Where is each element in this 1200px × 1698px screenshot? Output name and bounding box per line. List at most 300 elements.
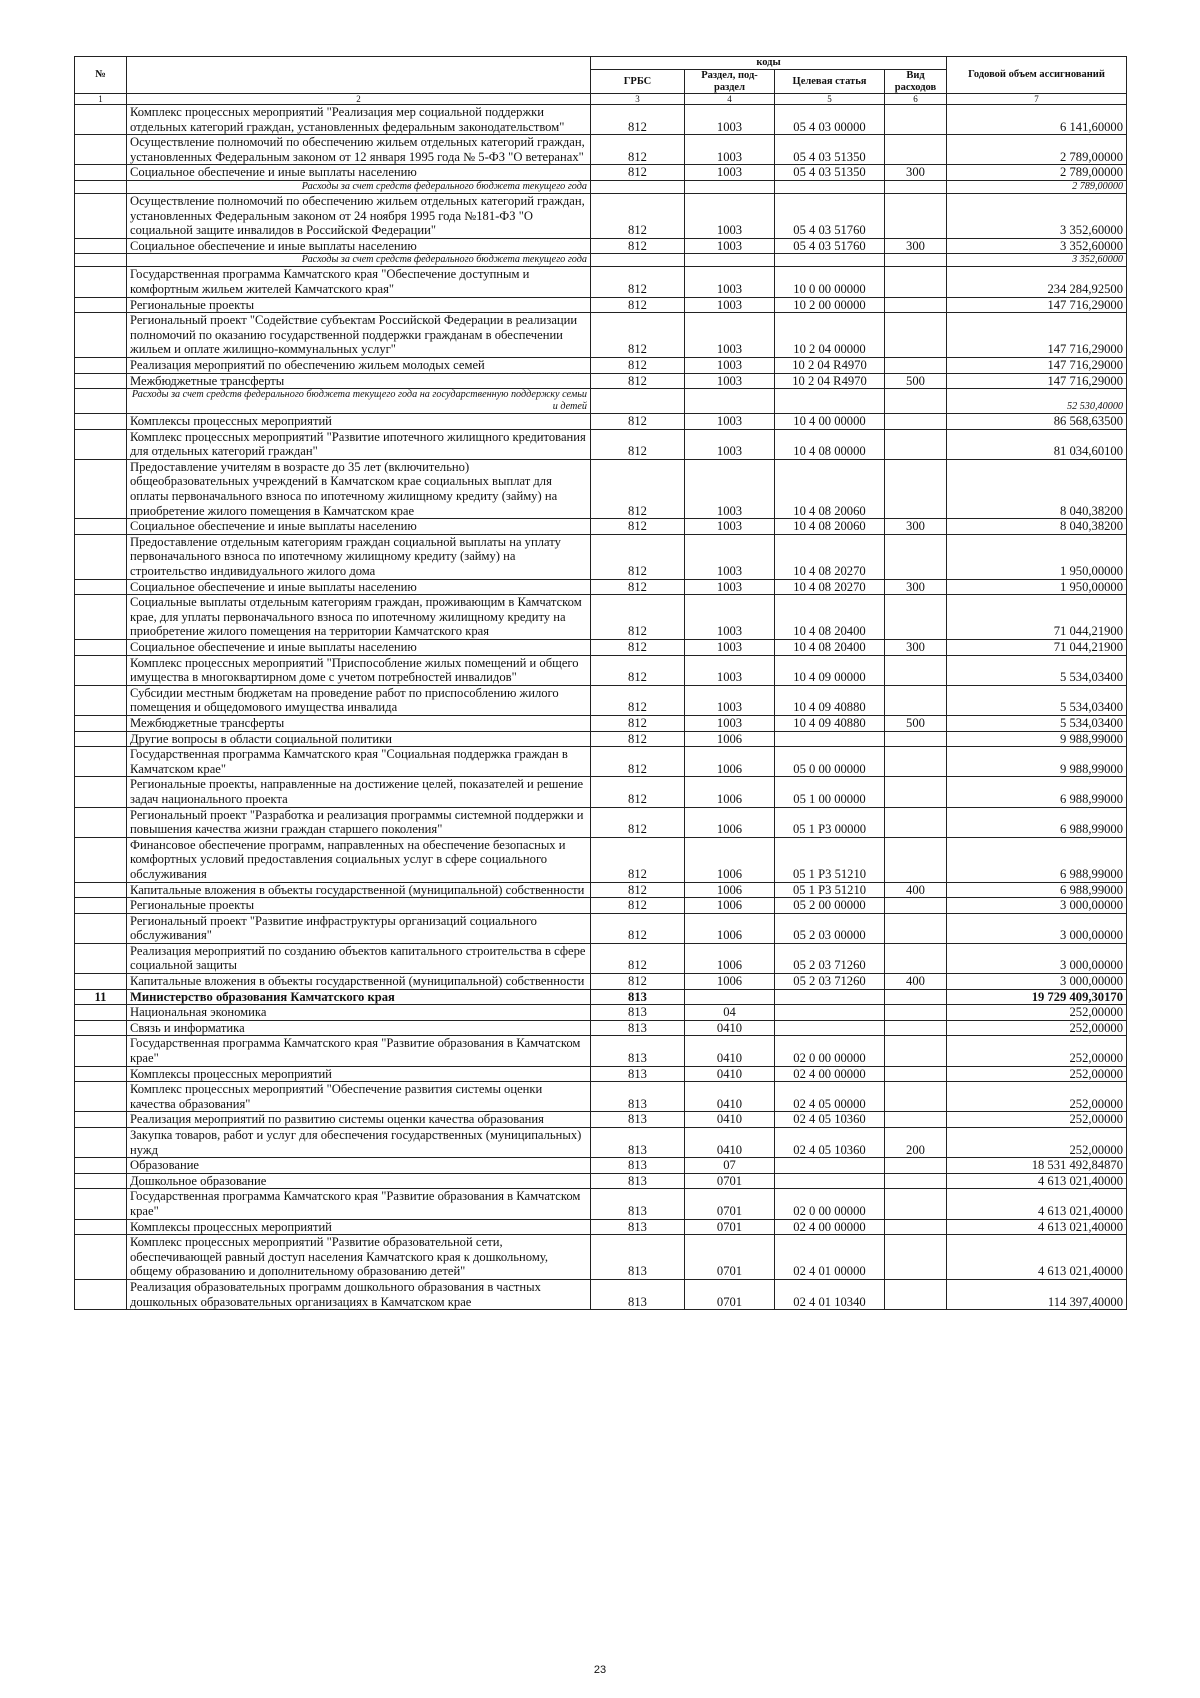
row-grbs: 812 [591,807,685,837]
row-amount: 5 534,03400 [947,715,1127,731]
row-name: Расходы за счет средств федерального бюджета текущего года на государственную поддержку семьи и детей [127,389,591,414]
row-number [75,943,127,973]
row-section: 0410 [685,1082,775,1112]
row-name: Реализация мероприятий по созданию объектов капитального строительства в сфере социальной защиты [127,943,591,973]
row-name: Связь и информатика [127,1020,591,1036]
row-number [75,777,127,807]
row-target: 02 0 00 00000 [775,1189,885,1219]
row-target: 02 4 00 00000 [775,1219,885,1235]
row-grbs: 812 [591,579,685,595]
row-name: Реализация мероприятий по развитию системы оценки качества образования [127,1112,591,1128]
table-row [75,579,1127,595]
row-type [885,267,947,297]
row-grbs: 813 [591,1066,685,1082]
row-amount: 252,00000 [947,1036,1127,1066]
row-type [885,595,947,640]
row-type: 500 [885,715,947,731]
table-row [75,519,1127,535]
row-amount: 3 352,60000 [947,193,1127,238]
row-grbs: 812 [591,731,685,747]
row-name: Социальные выплаты отдельным категориям граждан, проживающим в Камчатском крае, для уплаты первоначального взноса по ипотечному жилищному кредиту на приобретение жилого помещения на территории Камчатского края [127,595,591,640]
row-number [75,807,127,837]
row-amount: 252,00000 [947,1020,1127,1036]
row-number [75,974,127,990]
row-section: 1003 [685,534,775,579]
row-name: Закупка товаров, работ и услуг для обеспечения государственных (муниципальных) нужд [127,1128,591,1158]
row-amount: 19 729 409,30170 [947,989,1127,1005]
row-name: Финансовое обеспечение программ, направленных на обеспечение безопасных и комфортных условий предоставления социальных услуг в сфере социального обслуживания [127,837,591,882]
row-name: Расходы за счет средств федерального бюджета текущего года [127,254,591,267]
col-num-2: 2 [127,94,591,105]
row-target [775,1173,885,1189]
row-type [885,837,947,882]
table-row [75,989,1127,1005]
row-target: 05 0 00 00000 [775,747,885,777]
row-grbs: 813 [591,1112,685,1128]
row-type [885,913,947,943]
row-type [885,1082,947,1112]
row-name: Государственная программа Камчатского края "Социальная поддержка граждан в Камчатском крае" [127,747,591,777]
row-number [75,1036,127,1066]
row-number [75,135,127,165]
row-section: 1003 [685,373,775,389]
row-type [885,297,947,313]
row-name: Комплекс процессных мероприятий "Обеспечение развития системы оценки качества образования" [127,1082,591,1112]
row-type [885,898,947,914]
row-type [885,1173,947,1189]
table-row [75,1173,1127,1189]
row-number [75,297,127,313]
row-target [775,1020,885,1036]
row-number [75,1005,127,1021]
row-number [75,1066,127,1082]
row-type [885,357,947,373]
row-grbs: 812 [591,777,685,807]
row-target: 10 4 08 20060 [775,519,885,535]
row-section: 1003 [685,193,775,238]
table-body [75,105,1127,1310]
row-number [75,373,127,389]
row-name: Комплекс процессных мероприятий "Развитие образовательной сети, обеспечивающей равный доступ населения Камчатского края к дошкольному, общему образованию и дополнительному образованию детей" [127,1235,591,1280]
row-section: 0410 [685,1128,775,1158]
row-target: 05 1 P3 51210 [775,837,885,882]
table-row [75,1219,1127,1235]
row-grbs: 812 [591,238,685,254]
col-num-7: 7 [947,94,1127,105]
row-grbs: 812 [591,135,685,165]
row-name: Осуществление полномочий по обеспечению жильем отдельных категорий граждан, установленных Федеральным законом от 12 января 1995 года № 5-ФЗ "О ветеранах" [127,135,591,165]
row-amount: 9 988,99000 [947,731,1127,747]
table-row [75,1066,1127,1082]
row-amount: 6 988,99000 [947,837,1127,882]
row-number [75,313,127,358]
row-grbs: 812 [591,165,685,181]
row-grbs: 812 [591,913,685,943]
row-amount: 2 789,00000 [947,135,1127,165]
row-section: 1003 [685,459,775,518]
header-grbs: ГРБС [591,70,685,94]
row-type [885,655,947,685]
header-target: Целевая статья [775,70,885,94]
row-target: 10 2 04 R4970 [775,373,885,389]
row-name: Предоставление учителям в возрасте до 35 лет (включительно) общеобразовательных учреждений в Камчатском крае социальных выплат для оплаты первоначального взноса по ипотечному жилищному кредиту (займу) на приобретение жилого помещения в Камчатском крае [127,459,591,518]
row-grbs: 813 [591,1005,685,1021]
row-type [885,1158,947,1174]
row-grbs: 813 [591,1128,685,1158]
table-row [75,715,1127,731]
table-row [75,193,1127,238]
row-name: Комплекс процессных мероприятий "Реализация мер социальной поддержки отдельных категорий граждан, установленных федеральным законодательством" [127,105,591,135]
row-section: 1003 [685,715,775,731]
row-type [885,313,947,358]
row-type [885,389,947,414]
row-number [75,747,127,777]
row-name: Национальная экономика [127,1005,591,1021]
row-target: 05 4 03 51760 [775,238,885,254]
row-type [885,1066,947,1082]
row-grbs: 812 [591,974,685,990]
row-section: 0701 [685,1173,775,1189]
row-type [885,429,947,459]
row-section: 1006 [685,837,775,882]
row-grbs: 813 [591,1173,685,1189]
table-row [75,1279,1127,1309]
row-name: Государственная программа Камчатского края "Развитие образования в Камчатском крае" [127,1036,591,1066]
row-number [75,1128,127,1158]
row-target [775,989,885,1005]
row-amount: 147 716,29000 [947,297,1127,313]
row-section: 0410 [685,1112,775,1128]
table-row [75,1189,1127,1219]
header-no: № [75,57,127,94]
row-target: 05 4 03 51350 [775,165,885,181]
row-type [885,180,947,193]
row-type: 300 [885,238,947,254]
row-name: Региональный проект "Содействие субъектам Российской Федерации в реализации полномочий по оказанию государственной поддержки гражданам в обеспечении жильем и оплате жилищно-коммунальных услуг" [127,313,591,358]
row-target: 05 4 03 51350 [775,135,885,165]
row-section: 0701 [685,1279,775,1309]
header-type: Вид расходов [885,70,947,94]
row-type [885,1112,947,1128]
row-name: Региональные проекты, направленные на достижение целей, показателей и решение задач национального проекта [127,777,591,807]
row-amount: 114 397,40000 [947,1279,1127,1309]
row-number [75,429,127,459]
row-target: 02 4 05 10360 [775,1128,885,1158]
col-num-5: 5 [775,94,885,105]
row-type: 200 [885,1128,947,1158]
row-number [75,254,127,267]
row-grbs: 812 [591,898,685,914]
row-target: 10 0 00 00000 [775,267,885,297]
row-section: 1003 [685,105,775,135]
row-target [775,254,885,267]
row-amount: 5 534,03400 [947,655,1127,685]
row-amount: 1 950,00000 [947,579,1127,595]
table-row [75,943,1127,973]
row-target [775,1005,885,1021]
row-target: 10 4 08 20400 [775,595,885,640]
row-amount: 81 034,60100 [947,429,1127,459]
row-amount: 4 613 021,40000 [947,1219,1127,1235]
row-amount: 2 789,00000 [947,165,1127,181]
table-row [75,747,1127,777]
row-name: Социальное обеспечение и иные выплаты населению [127,238,591,254]
row-grbs: 812 [591,297,685,313]
row-amount: 252,00000 [947,1066,1127,1082]
header-codes: коды [591,57,947,70]
row-amount: 6 988,99000 [947,807,1127,837]
row-name: Социальное обеспечение и иные выплаты населению [127,519,591,535]
row-amount: 3 000,00000 [947,943,1127,973]
row-grbs [591,389,685,414]
row-type [885,943,947,973]
row-section: 0410 [685,1036,775,1066]
row-number [75,357,127,373]
row-type: 300 [885,165,947,181]
row-section: 1006 [685,807,775,837]
table-row [75,1082,1127,1112]
table-row [75,313,1127,358]
row-number [75,1112,127,1128]
row-number [75,1020,127,1036]
row-section: 1006 [685,943,775,973]
row-target: 10 4 08 20400 [775,640,885,656]
table-row [75,1005,1127,1021]
row-number [75,595,127,640]
row-number [75,715,127,731]
row-amount: 252,00000 [947,1128,1127,1158]
row-section: 1003 [685,357,775,373]
row-type [885,685,947,715]
row-section: 1003 [685,519,775,535]
row-target: 10 4 08 20060 [775,459,885,518]
row-target: 05 4 03 00000 [775,105,885,135]
row-type [885,1005,947,1021]
table-row [75,595,1127,640]
row-grbs: 812 [591,747,685,777]
row-number [75,1219,127,1235]
row-number: 11 [75,989,127,1005]
row-name: Капитальные вложения в объекты государственной (муниципальной) собственности [127,882,591,898]
row-name: Дошкольное образование [127,1173,591,1189]
row-section: 1006 [685,777,775,807]
row-amount: 18 531 492,84870 [947,1158,1127,1174]
row-number [75,519,127,535]
row-amount: 147 716,29000 [947,373,1127,389]
row-name: Субсидии местным бюджетам на проведение работ по приспособлению жилого помещения и общедомового имущества инвалида [127,685,591,715]
row-section: 1006 [685,882,775,898]
row-type [885,747,947,777]
col-num-1: 1 [75,94,127,105]
row-name: Комплексы процессных мероприятий [127,1219,591,1235]
row-amount: 4 613 021,40000 [947,1189,1127,1219]
row-amount: 52 530,40000 [947,389,1127,414]
table-row [75,882,1127,898]
table-row [75,238,1127,254]
row-name: Расходы за счет средств федерального бюджета текущего года [127,180,591,193]
table-row [75,534,1127,579]
table-row [75,135,1127,165]
row-type: 400 [885,882,947,898]
row-type [885,193,947,238]
row-type [885,989,947,1005]
row-target: 02 4 00 00000 [775,1066,885,1082]
row-number [75,685,127,715]
row-amount: 5 534,03400 [947,685,1127,715]
row-number [75,1158,127,1174]
row-amount: 4 613 021,40000 [947,1173,1127,1189]
row-grbs: 812 [591,655,685,685]
row-number [75,534,127,579]
row-section: 0701 [685,1235,775,1280]
row-target: 05 1 P3 00000 [775,807,885,837]
row-number [75,238,127,254]
row-name: Региональные проекты [127,297,591,313]
row-target: 10 2 00 00000 [775,297,885,313]
row-number [75,731,127,747]
row-name: Реализация мероприятий по обеспечению жильем молодых семей [127,357,591,373]
row-type: 500 [885,373,947,389]
row-amount: 3 352,60000 [947,238,1127,254]
row-amount: 71 044,21900 [947,595,1127,640]
row-type [885,1279,947,1309]
table-row [75,459,1127,518]
row-grbs: 813 [591,1235,685,1280]
row-name: Социальное обеспечение и иные выплаты населению [127,579,591,595]
table-row [75,373,1127,389]
row-target: 05 4 03 51760 [775,193,885,238]
row-section: 1003 [685,267,775,297]
table-row [75,357,1127,373]
row-number [75,882,127,898]
table-row [75,1112,1127,1128]
row-type [885,105,947,135]
col-num-3: 3 [591,94,685,105]
row-amount: 86 568,63500 [947,414,1127,430]
row-section: 1003 [685,595,775,640]
row-target [775,180,885,193]
row-name: Межбюджетные трансферты [127,715,591,731]
row-amount: 252,00000 [947,1082,1127,1112]
row-section: 1006 [685,913,775,943]
row-amount: 3 000,00000 [947,974,1127,990]
row-target: 10 2 04 R4970 [775,357,885,373]
row-grbs: 812 [591,429,685,459]
table-row [75,777,1127,807]
row-target: 10 4 08 00000 [775,429,885,459]
row-amount: 6 141,60000 [947,105,1127,135]
header-amount: Годовой объем ассигнований [947,57,1127,94]
row-target [775,1158,885,1174]
row-name: Социальное обеспечение и иные выплаты населению [127,165,591,181]
row-name: Региональный проект "Развитие инфраструктуры организаций социального обслуживания" [127,913,591,943]
row-section: 1006 [685,898,775,914]
row-type [885,1036,947,1066]
row-amount: 1 950,00000 [947,534,1127,579]
table-row [75,1158,1127,1174]
row-name: Реализация образовательных программ дошкольного образования в частных дошкольных образовательных организациях в Камчатском крае [127,1279,591,1309]
row-number [75,193,127,238]
row-grbs: 812 [591,373,685,389]
row-amount: 3 000,00000 [947,898,1127,914]
row-target: 10 4 09 40880 [775,715,885,731]
row-number [75,105,127,135]
row-target: 05 1 P3 51210 [775,882,885,898]
row-type [885,1219,947,1235]
row-type [885,731,947,747]
row-target: 10 4 00 00000 [775,414,885,430]
row-type: 400 [885,974,947,990]
row-number [75,165,127,181]
table-header [75,57,1127,105]
table-row [75,267,1127,297]
row-grbs: 812 [591,519,685,535]
row-number [75,579,127,595]
row-target: 05 1 00 00000 [775,777,885,807]
row-name: Региональные проекты [127,898,591,914]
row-type [885,1020,947,1036]
row-amount: 252,00000 [947,1005,1127,1021]
row-name: Социальное обеспечение и иные выплаты населению [127,640,591,656]
row-number [75,180,127,193]
row-amount: 3 352,60000 [947,254,1127,267]
row-grbs: 812 [591,715,685,731]
row-grbs: 812 [591,534,685,579]
row-amount: 71 044,21900 [947,640,1127,656]
row-type [885,135,947,165]
row-grbs: 812 [591,837,685,882]
row-section [685,180,775,193]
row-grbs: 813 [591,1036,685,1066]
row-name: Другие вопросы в области социальной политики [127,731,591,747]
row-type [885,414,947,430]
row-name: Образование [127,1158,591,1174]
row-grbs: 813 [591,1082,685,1112]
row-name: Региональный проект "Разработка и реализация программы системной поддержки и повышения качества жизни граждан старшего поколения" [127,807,591,837]
table-row [75,807,1127,837]
row-amount: 147 716,29000 [947,313,1127,358]
col-num-4: 4 [685,94,775,105]
row-section: 1003 [685,685,775,715]
row-target: 05 2 03 71260 [775,943,885,973]
row-target: 05 2 00 00000 [775,898,885,914]
row-section: 0701 [685,1189,775,1219]
table-row [75,1020,1127,1036]
row-amount: 8 040,38200 [947,519,1127,535]
row-grbs: 812 [591,685,685,715]
row-grbs: 812 [591,357,685,373]
row-section: 1003 [685,297,775,313]
row-number [75,1235,127,1280]
row-section: 1006 [685,731,775,747]
row-section: 1006 [685,974,775,990]
table-row [75,389,1127,414]
row-number [75,459,127,518]
row-target: 02 4 01 10340 [775,1279,885,1309]
row-name: Министерство образования Камчатского края [127,989,591,1005]
row-type [885,1235,947,1280]
row-number [75,1173,127,1189]
row-name: Комплекс процессных мероприятий "Приспособление жилых помещений и общего имущества в многоквартирном доме с учетом потребностей инвалидов" [127,655,591,685]
row-grbs: 812 [591,267,685,297]
row-target: 02 4 05 00000 [775,1082,885,1112]
table-row [75,640,1127,656]
row-number [75,640,127,656]
row-section: 0410 [685,1066,775,1082]
row-amount: 9 988,99000 [947,747,1127,777]
row-section: 0410 [685,1020,775,1036]
row-grbs: 812 [591,882,685,898]
